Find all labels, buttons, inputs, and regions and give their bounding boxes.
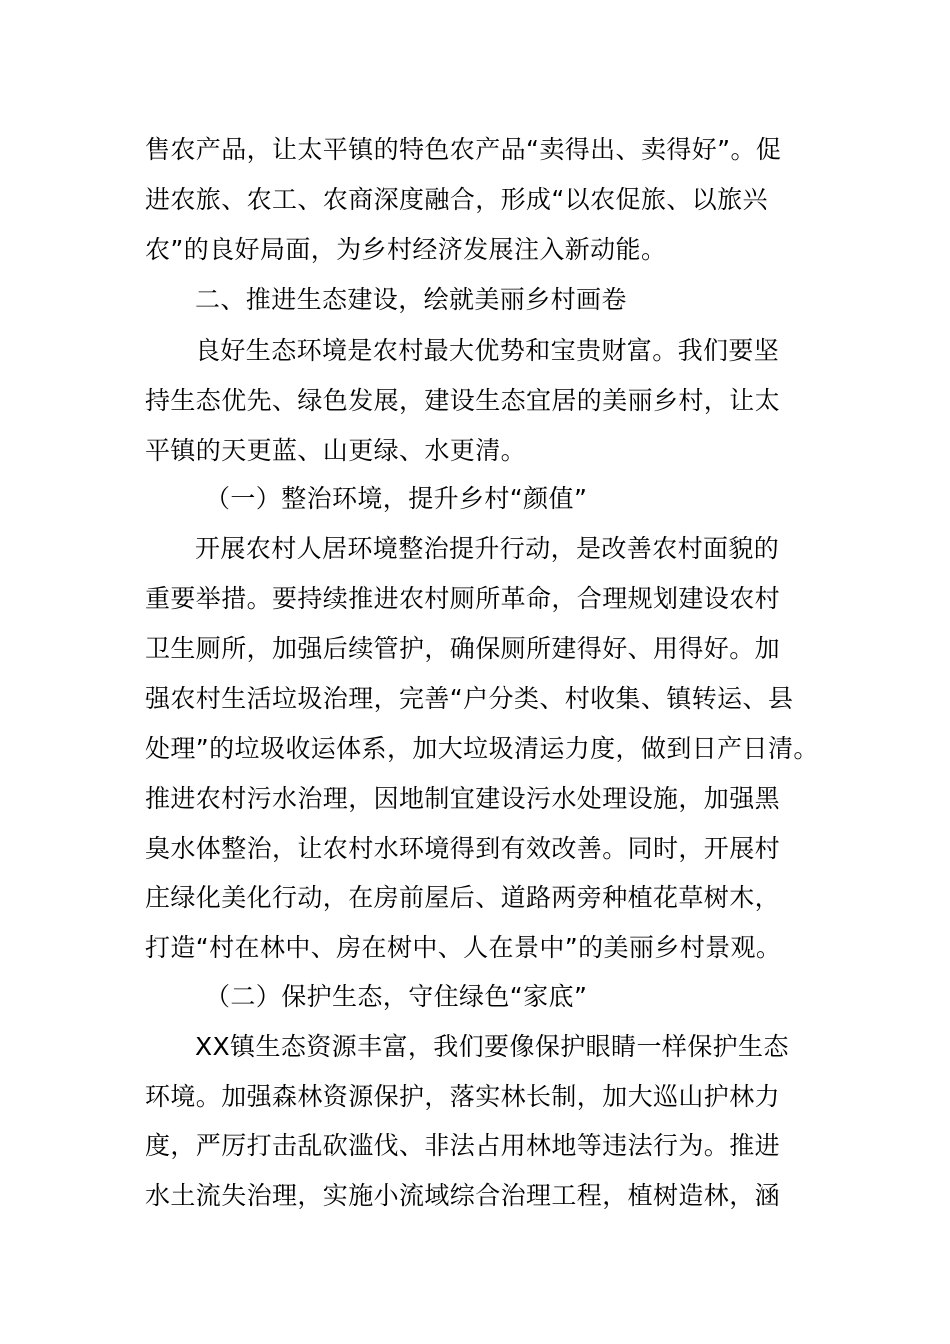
text-line: XX镇生态资源丰富，我们要像保护眼睛一样保护生态 [195, 1032, 789, 1061]
text-line: 推进农村污水治理，因地制宜建设污水处理设施，加强黑 [145, 784, 781, 813]
text-line: 良好生态环境是农村最大优势和宝贵财富。我们要坚 [195, 336, 780, 365]
text-line: 平镇的天更蓝、山更绿、水更清。 [145, 436, 527, 465]
text-line: 度，严厉打击乱砍滥伐、非法占用林地等违法行为。推进 [145, 1131, 781, 1160]
subsection-heading: （一）整治环境，提升乡村“颜值” [205, 484, 588, 513]
text-line: 水土流失治理，实施小流域综合治理工程，植树造林，涵 [145, 1181, 781, 1210]
text-line: 开展农村人居环境整治提升行动，是改善农村面貌的 [195, 534, 780, 563]
text-line: 进农旅、农工、农商深度融合，形成“以农促旅、以旅兴 [145, 185, 768, 214]
text-line: 卫生厕所，加强后续管护，确保厕所建得好、用得好。加 [145, 634, 781, 663]
text-line: 处理”的垃圾收运体系，加大垃圾清运力度，做到日产日清。 [145, 734, 819, 763]
subsection-heading: （二）保护生态，守住绿色“家底” [205, 982, 588, 1011]
text-line: 庄绿化美化行动，在房前屋后、道路两旁种植花草树木， [145, 883, 781, 912]
text-line: 农”的良好局面，为乡村经济发展注入新动能。 [145, 235, 667, 264]
text-line: 打造“村在林中、房在树中、人在景中”的美丽乡村景观。 [145, 933, 782, 962]
text-line: 持生态优先、绿色发展，建设生态宜居的美丽乡村，让太 [145, 386, 781, 415]
text-line: 环境。加强森林资源保护，落实林长制，加大巡山护林力 [145, 1082, 781, 1111]
text-line: 臭水体整治，让农村水环境得到有效改善。同时，开展村 [145, 834, 781, 863]
text-line: 强农村生活垃圾治理，完善“户分类、村收集、镇转运、县 [145, 684, 794, 713]
text-line: 重要举措。要持续推进农村厕所革命，合理规划建设农村 [145, 584, 781, 613]
text-line: 售农产品，让太平镇的特色农产品“卖得出、卖得好”。促 [145, 135, 782, 164]
section-heading: 二、推进生态建设，绘就美丽乡村画卷 [195, 285, 627, 314]
